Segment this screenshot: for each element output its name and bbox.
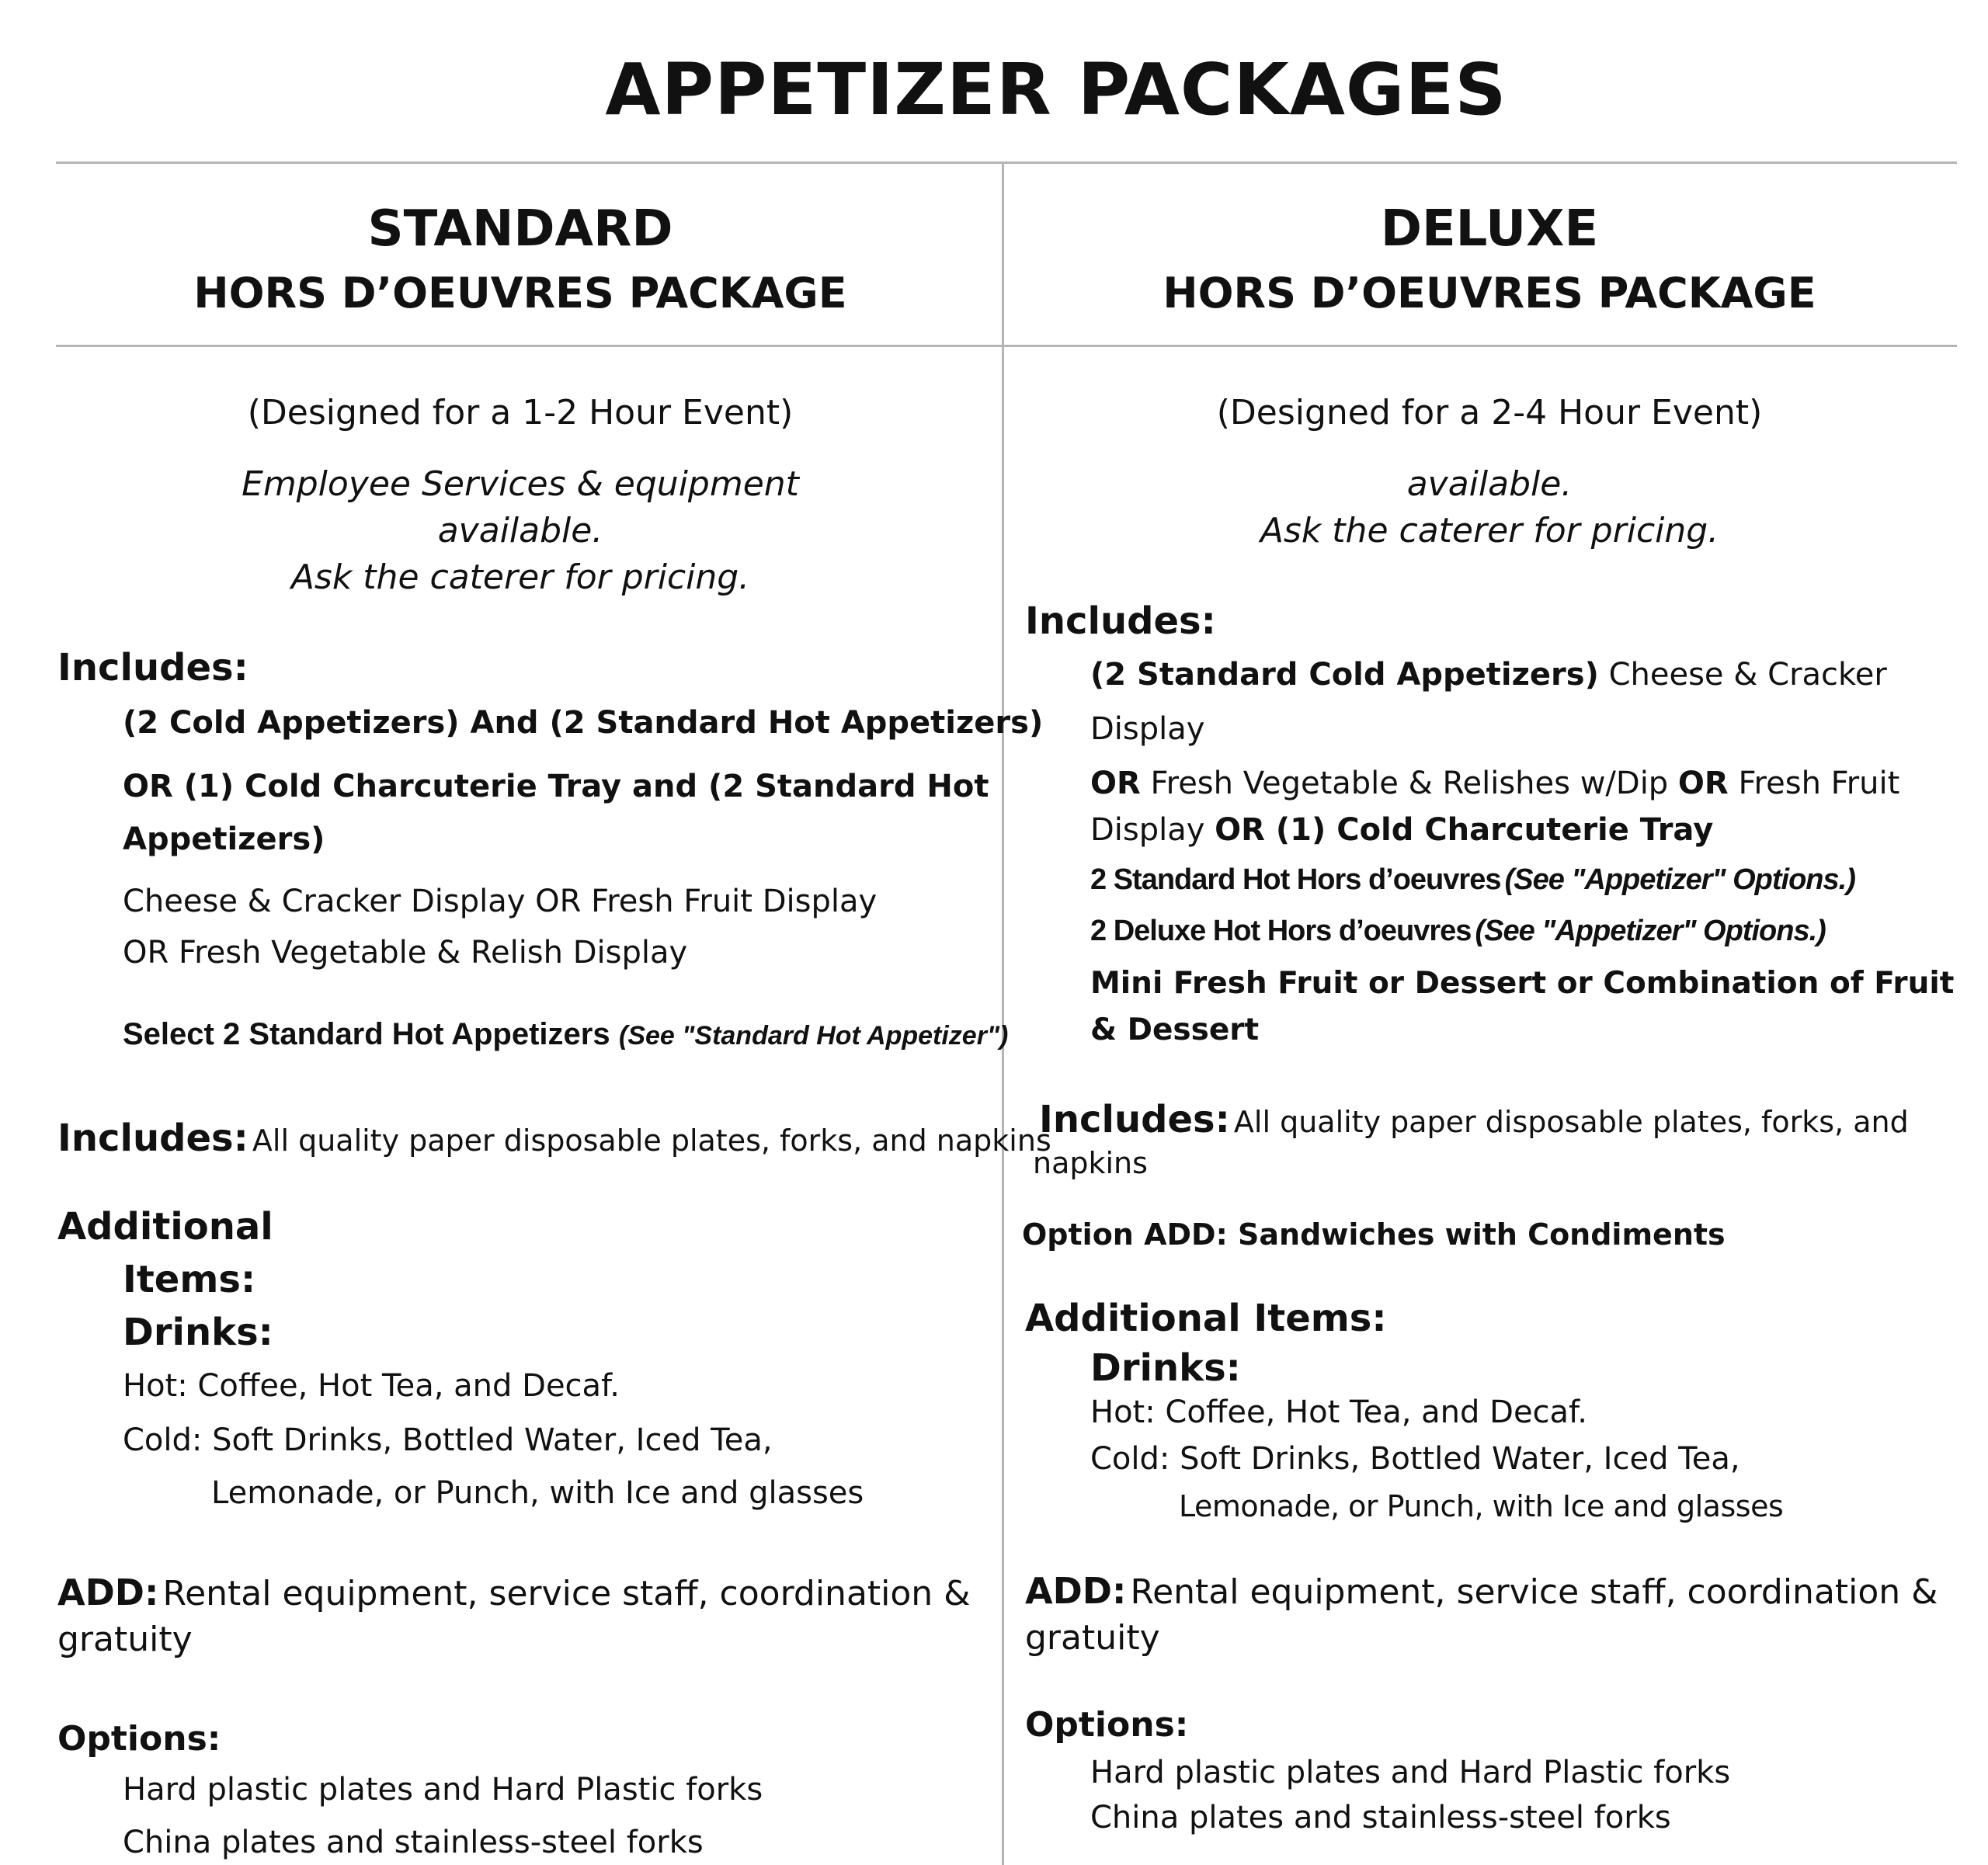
deluxe-include-6: Mini Fresh Fruit or Dessert or Combination of Fruit [1090,966,1955,1001]
standard-option-1: Hard plastic plates and Hard Plastic forks [123,1772,763,1808]
standard-include-1: (2 Cold Appetizers) And (2 Standard Hot Appetizers) [123,705,1044,741]
deluxe-include-2 [1090,766,1899,801]
standard-options-label: Options: [57,1719,221,1759]
standard-select-line [123,1017,1008,1052]
top-rule [56,161,1957,164]
deluxe-include-5-bold: 2 Deluxe Hot Hors d’oeuvres [1090,915,1472,947]
standard-select-bold: Select 2 Standard Hot Appetizers [123,1017,610,1051]
standard-note-1: Employee Services & equipment [242,464,799,504]
deluxe-include-1 [1090,657,1887,693]
standard-hot-drinks: Hot: Coffee, Hot Tea, and Decaf. [123,1368,620,1404]
deluxe-include-3-text: Display [1090,812,1205,848]
standard-includes-label: Includes: [57,646,248,689]
standard-designed: (Designed for a 1-2 Hour Event) [247,393,794,432]
standard-add-text: Rental equipment, service staff, coordination & [162,1574,971,1613]
deluxe-include-5 [1090,915,1826,948]
deluxe-includes-2-text: All quality paper disposable plates, forks, and [1233,1105,1909,1139]
deluxe-include-1-cont: Display [1090,711,1205,747]
deluxe-options-label: Options: [1025,1705,1189,1745]
deluxe-heading: DELUXE [1380,200,1599,258]
standard-add-text-2: gratuity [57,1620,193,1659]
deluxe-add-text-2: gratuity [1025,1618,1160,1658]
deluxe-include-3-bold: OR (1) Cold Charcuterie Tray [1215,812,1714,848]
deluxe-include-4 [1090,863,1855,897]
deluxe-include-2-text-2: Fresh Fruit [1738,766,1900,801]
deluxe-add-label: ADD: [1025,1570,1127,1612]
deluxe-drinks-label: Drinks: [1090,1346,1241,1390]
deluxe-cold-drinks-2: Lemonade, or Punch, with Ice and glasses [1179,1489,1784,1523]
standard-subheading: HORS D’OEUVRES PACKAGE [193,269,847,318]
deluxe-include-2-or-2: OR [1677,766,1729,801]
deluxe-include-4-italic: (See "Appetizer" Options.) [1504,863,1855,896]
deluxe-add-line [1025,1570,1938,1612]
standard-note-2: available. [437,511,603,550]
deluxe-add-text: Rental equipment, service staff, coordination & [1130,1572,1938,1612]
deluxe-include-2-text-1: Fresh Vegetable & Relishes w/Dip [1150,766,1669,801]
deluxe-include-5-italic: (See "Appetizer" Options.) [1475,915,1826,947]
standard-cold-drinks-1: Cold: Soft Drinks, Bottled Water, Iced Tea, [123,1422,773,1458]
deluxe-include-3 [1090,812,1713,848]
standard-includes-2-label: Includes: [57,1117,248,1160]
deluxe-note-2: Ask the caterer for pricing. [1260,511,1719,550]
standard-add-label: ADD: [57,1572,159,1613]
deluxe-includes-2-label: Includes: [1039,1098,1230,1141]
standard-cold-drinks-2: Lemonade, or Punch, with Ice and glasses [211,1475,864,1511]
standard-items-label: Items: [123,1258,256,1301]
deluxe-include-1-bold: (2 Standard Cold Appetizers) [1090,657,1599,693]
deluxe-option-1: Hard plastic plates and Hard Plastic forks [1090,1755,1731,1790]
standard-note-3: Ask the caterer for pricing. [290,557,750,597]
deluxe-include-4-bold: 2 Standard Hot Hors d’oeuvres [1090,863,1501,896]
deluxe-include-7: & Dessert [1090,1012,1260,1047]
deluxe-hot-drinks: Hot: Coffee, Hot Tea, and Decaf. [1090,1394,1587,1430]
standard-drinks-label: Drinks: [123,1311,273,1354]
standard-includes-2-text: All quality paper disposable plates, forks, and napkins [252,1124,1051,1158]
deluxe-include-2-or-1: OR [1090,766,1141,801]
deluxe-includes-label: Includes: [1025,599,1216,643]
deluxe-includes-2 [1039,1098,1909,1141]
standard-select-italic: (See "Standard Hot Appetizer") [619,1021,1009,1051]
standard-include-4: Cheese & Cracker Display OR Fresh Fruit Display [123,884,878,919]
header-rule [56,345,1957,347]
standard-option-2: China plates and stainless-steel forks [123,1825,704,1860]
standard-heading: STANDARD [367,200,673,258]
standard-include-5: OR Fresh Vegetable & Relish Display [123,935,688,971]
standard-add-line [57,1572,970,1613]
deluxe-subheading: HORS D’OEUVRES PACKAGE [1163,269,1816,318]
standard-include-2: OR (1) Cold Charcuterie Tray and (2 Standard Hot [123,769,989,804]
deluxe-includes-2-cont: napkins [1033,1146,1148,1180]
standard-additional-label: Additional [57,1205,273,1249]
standard-includes-2 [57,1117,1051,1160]
deluxe-option-add: Option ADD: Sandwiches with Condiments [1022,1217,1726,1252]
deluxe-additional-label: Additional Items: [1025,1297,1387,1340]
page-title: APPETIZER PACKAGES [605,48,1507,131]
deluxe-option-2: China plates and stainless-steel forks [1090,1800,1671,1835]
deluxe-include-1-text: Cheese & Cracker [1608,657,1887,693]
standard-include-3: Appetizers) [123,821,325,857]
deluxe-note-1: available. [1406,464,1573,504]
deluxe-cold-drinks-1: Cold: Soft Drinks, Bottled Water, Iced Tea, [1090,1441,1740,1477]
deluxe-designed: (Designed for a 2-4 Hour Event) [1216,393,1763,432]
column-divider [1002,163,1004,1865]
